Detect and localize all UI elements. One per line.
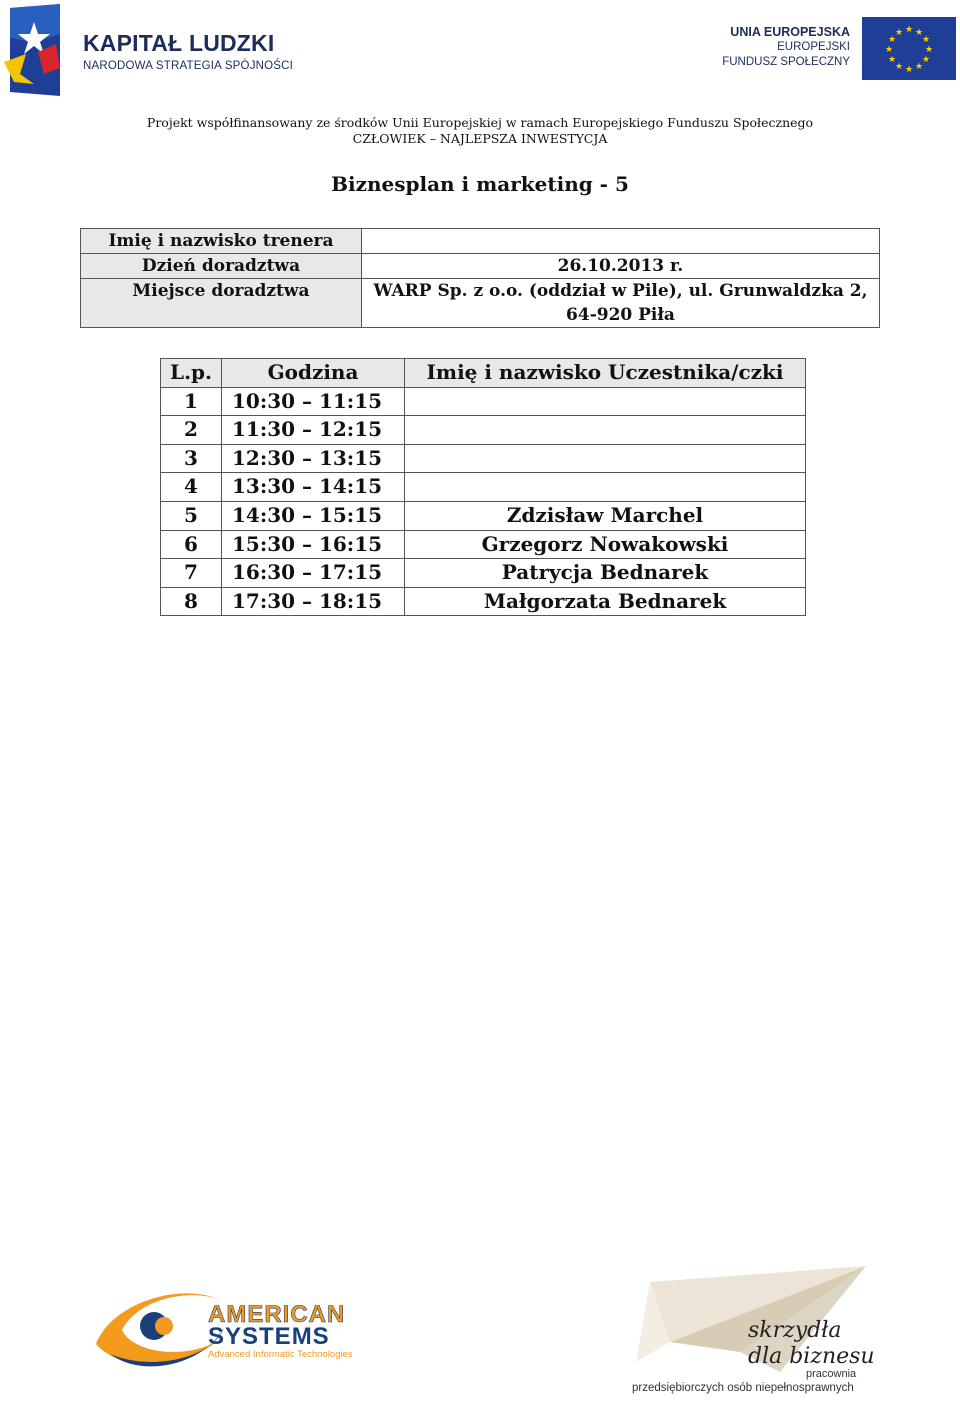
eu-flag-icon — [862, 17, 956, 80]
eu-line-1: UNIA EUROPEJSKA — [730, 25, 850, 39]
table-row — [161, 473, 806, 502]
svg-text:★: ★ — [904, 65, 914, 75]
row-lp: 1 — [161, 387, 222, 416]
row-lp: 2 — [161, 416, 222, 445]
trainer-value — [362, 229, 880, 254]
as-name-1: AMERICAN — [208, 1301, 346, 1328]
date-row — [81, 254, 880, 279]
kapital-ludzki-subtitle: NARODOWA STRATEGIA SPÓJNOŚCI — [83, 60, 294, 72]
row-participant — [405, 387, 806, 416]
skrzydla-script-text — [748, 1318, 875, 1370]
place-line-2: 64-920 Piła — [566, 305, 675, 325]
svg-text:★: ★ — [914, 62, 924, 72]
table-row — [161, 501, 806, 530]
svg-text:★: ★ — [887, 35, 897, 45]
svg-text:★: ★ — [921, 55, 931, 65]
place-line-1: WARP Sp. z o.o. (oddział w Pile), ul. Grunwaldzka 2, — [373, 281, 868, 301]
eu-line-3: FUNDUSZ SPOŁECZNY — [722, 56, 850, 68]
table-row — [161, 387, 806, 416]
header-lp: L.p. — [161, 359, 222, 388]
row-participant: Zdzisław Marchel — [405, 501, 806, 530]
schedule-table — [160, 358, 806, 616]
row-participant: Patrycja Bednarek — [405, 559, 806, 588]
row-time: 14:30 – 15:15 — [222, 501, 405, 530]
trainer-label: Imię i nazwisko trenera — [81, 229, 362, 254]
header-time: Godzina — [222, 359, 405, 388]
schedule-header-row — [161, 359, 806, 388]
svg-text:★: ★ — [914, 28, 924, 38]
as-name-2: SYSTEMS — [208, 1323, 330, 1350]
table-row — [161, 559, 806, 588]
row-participant: Małgorzata Bednarek — [405, 587, 806, 616]
row-lp: 5 — [161, 501, 222, 530]
row-time: 15:30 – 16:15 — [222, 530, 405, 559]
row-lp: 6 — [161, 530, 222, 559]
american-systems-logo — [92, 1282, 382, 1372]
eu-text — [722, 25, 850, 70]
trainer-row — [81, 229, 880, 254]
row-lp: 8 — [161, 587, 222, 616]
skrzydla-script-1: skrzydła — [748, 1318, 842, 1343]
table-row — [161, 416, 806, 445]
svg-text:★: ★ — [887, 55, 897, 65]
info-table — [80, 228, 880, 328]
svg-text:★: ★ — [884, 45, 894, 55]
kapital-ludzki-title: KAPITAŁ LUDZKI — [83, 30, 275, 56]
row-time: 10:30 – 11:15 — [222, 387, 405, 416]
funding-line-2: CZŁOWIEK – NAJLEPSZA INWESTYCJA — [352, 131, 608, 146]
row-time: 16:30 – 17:15 — [222, 559, 405, 588]
row-participant — [405, 444, 806, 473]
place-label: Miejsce doradztwa — [81, 279, 362, 328]
header-participant: Imię i nazwisko Uczestnika/czki — [405, 359, 806, 388]
row-time: 17:30 – 18:15 — [222, 587, 405, 616]
row-time: 11:30 – 12:15 — [222, 416, 405, 445]
svg-text:★: ★ — [904, 25, 914, 35]
place-value — [362, 279, 880, 328]
row-time: 13:30 – 14:15 — [222, 473, 405, 502]
svg-text:★: ★ — [924, 45, 934, 55]
row-participant — [405, 416, 806, 445]
date-label: Dzień doradztwa — [81, 254, 362, 279]
row-lp: 7 — [161, 559, 222, 588]
svg-text:★: ★ — [921, 35, 931, 45]
row-lp: 3 — [161, 444, 222, 473]
svg-text:★: ★ — [894, 28, 904, 38]
table-row — [161, 444, 806, 473]
row-time: 12:30 – 13:15 — [222, 444, 405, 473]
row-participant — [405, 473, 806, 502]
as-tagline: Advanced Informatic Technologies — [208, 1349, 353, 1360]
row-lp: 4 — [161, 473, 222, 502]
eu-line-2: EUROPEJSKI — [777, 41, 850, 53]
skrzydla-pracownia: pracownia — [806, 1368, 857, 1380]
skrzydla-script-2: dla biznesu — [748, 1344, 875, 1369]
funding-line-1: Projekt współfinansowany ze środków Unii Europejskiej w ramach Europejskiego Funduszu Społecznego — [146, 115, 814, 130]
table-row — [161, 530, 806, 559]
place-row — [81, 279, 880, 328]
table-row — [161, 587, 806, 616]
row-participant: Grzegorz Nowakowski — [405, 530, 806, 559]
date-value: 26.10.2013 r. — [362, 254, 880, 279]
skrzydla-subtitle: przedsiębiorczych osób niepełnosprawnych — [632, 1382, 854, 1394]
svg-text:★: ★ — [894, 62, 904, 72]
document-title: Biznesplan i marketing - 5 — [331, 172, 629, 196]
